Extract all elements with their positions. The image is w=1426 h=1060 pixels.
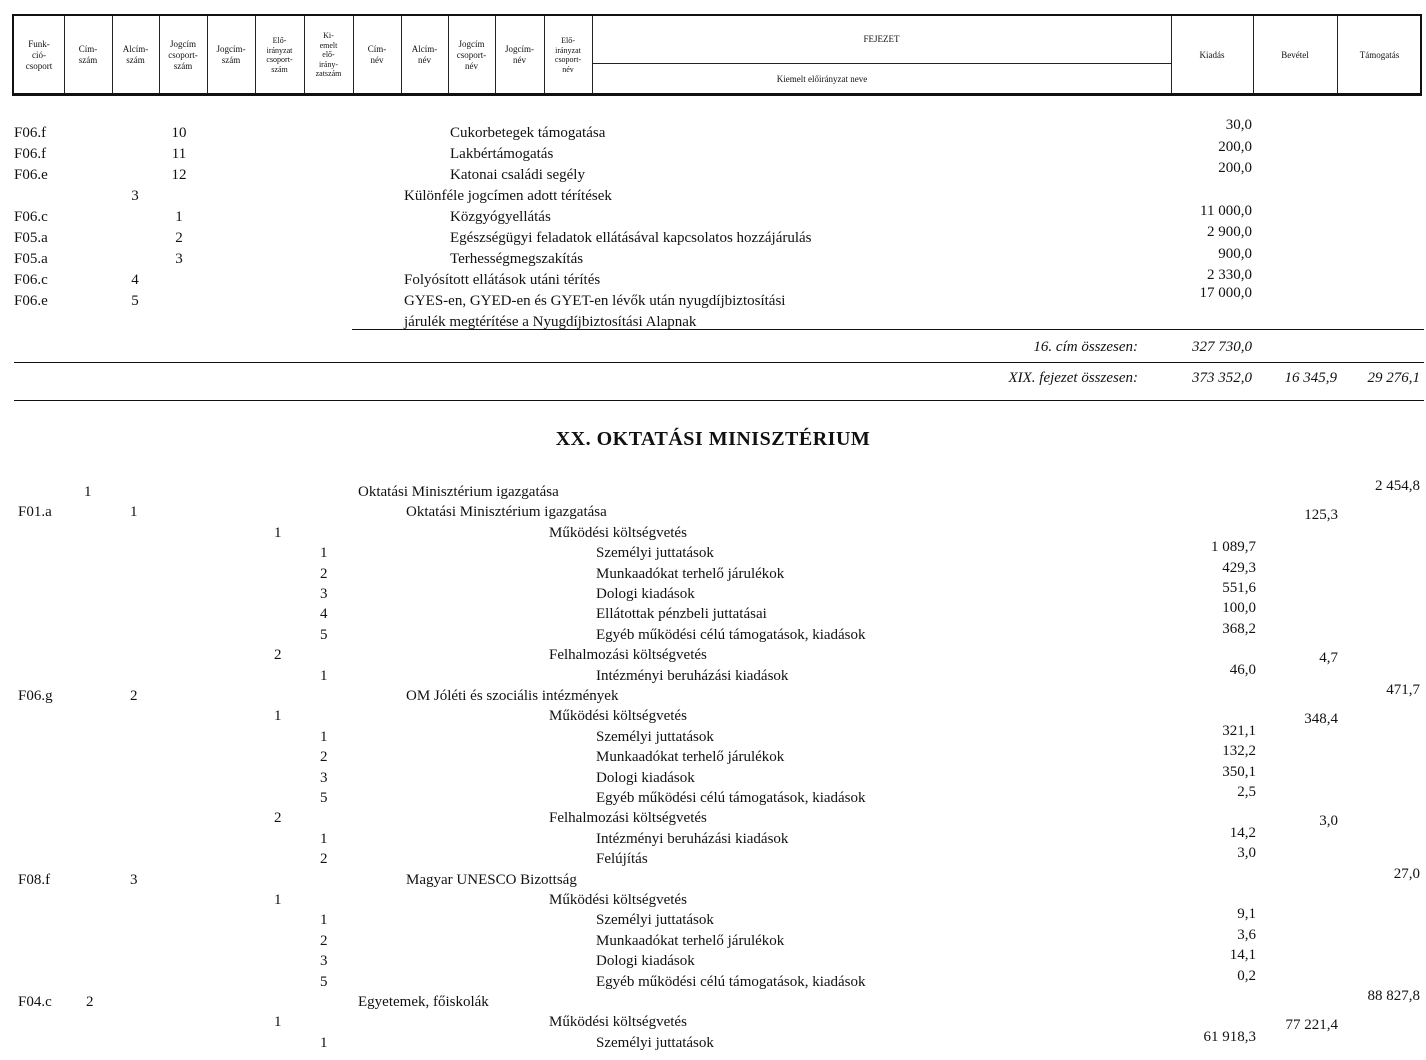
item-name: Folyósított ellátások utáni térítés [404, 272, 601, 288]
item-name: Egyéb működési célú támogatások, kiadások [596, 974, 866, 990]
alcim-number: 2 [130, 688, 138, 704]
header-jogcim-csoport-szam: Jogcím csoport- szám [168, 38, 198, 71]
table-row [0, 743, 1426, 767]
kiemelt-eloiranyzat-number: 5 [320, 790, 328, 806]
cim-total-kiadas: 327 730,0 [1192, 339, 1252, 355]
table-row [0, 539, 1426, 563]
header-alcim-nev: Alcím- név [411, 44, 438, 65]
kiemelt-eloiranyzat-number: 1 [320, 912, 328, 928]
func-code: F06.e [14, 293, 48, 309]
bevetel-value: 4,7 [1319, 650, 1338, 666]
item-name: Oktatási Minisztérium igazgatása [406, 504, 607, 520]
item-name: Munkaadókat terhelő járulékok [596, 566, 785, 582]
tamogatas-value: 88 827,8 [1367, 988, 1420, 1004]
eloiranyzat-csoport-number: 1 [274, 892, 282, 908]
subtotal-rule [352, 329, 1424, 330]
column-header-table [12, 14, 1422, 96]
kiadas-value: 9,1 [1237, 906, 1256, 922]
kiemelt-eloiranyzat-number: 1 [320, 545, 328, 561]
header-jogcim-nev: Jogcím- név [505, 44, 534, 65]
jogcim-csoport-number: 3 [175, 251, 183, 267]
kiemelt-eloiranyzat-number: 2 [320, 749, 328, 765]
item-name: Intézményi beruházási kiadások [596, 668, 789, 684]
header-kiemelt-eloiranyzat-szam: Ki- emelt elő- irány- zatszám [315, 31, 342, 79]
func-code: F06.f [14, 146, 47, 162]
item-name: Felhalmozási költségvetés [549, 647, 707, 663]
kiemelt-eloiranyzat-number: 1 [320, 831, 328, 847]
jogcim-csoport-number: 2 [175, 230, 183, 246]
header-tamogatas: Támogatás [1359, 49, 1400, 60]
cim-number: 2 [86, 994, 94, 1010]
table-row [0, 478, 1426, 502]
header-kiemelt-eloiranyzat-neve: Kiemelt előirányzat neve [776, 73, 868, 84]
item-name: Munkaadókat terhelő járulékok [596, 933, 785, 949]
header-alcim-szam: Alcím- szám [122, 44, 149, 65]
tamogatas-value: 2 454,8 [1375, 478, 1420, 494]
table-row [0, 580, 1426, 604]
item-name: Különféle jogcímen adott térítések [404, 188, 612, 204]
kiadas-value: 2 330,0 [1207, 267, 1252, 283]
alcim-number: 1 [130, 504, 138, 520]
table-row [0, 723, 1426, 747]
func-code: F01.a [18, 504, 52, 520]
kiemelt-eloiranyzat-number: 5 [320, 974, 328, 990]
fejezet-total-label: XIX. fejezet összesen: [1008, 370, 1138, 386]
alcim-number: 3 [130, 872, 138, 888]
item-name: Lakbértámogatás [450, 146, 554, 162]
kiemelt-eloiranyzat-number: 5 [320, 627, 328, 643]
table-row [0, 906, 1426, 930]
item-name: Felújítás [596, 851, 648, 867]
table-row [0, 224, 1426, 248]
kiadas-value: 429,3 [1222, 560, 1256, 576]
func-code: F05.a [14, 251, 48, 267]
table-row [0, 285, 1426, 311]
table-row [0, 825, 1426, 849]
kiadas-value: 900,0 [1218, 246, 1252, 262]
item-name: Cukorbetegek támogatása [450, 125, 606, 141]
jogcim-csoport-number: 12 [171, 167, 187, 183]
item-name: Katonai családi segély [450, 167, 585, 183]
kiadas-value: 2,5 [1237, 784, 1256, 800]
bevetel-value: 3,0 [1319, 813, 1338, 829]
kiemelt-eloiranyzat-number: 3 [320, 953, 328, 969]
fejezet-total-bevetel: 16 345,9 [1284, 370, 1337, 386]
header-eloiranyzat-csoport-szam: Elő- irányzat csoport- szám [266, 36, 293, 74]
table-row [0, 784, 1426, 808]
kiadas-value: 368,2 [1222, 621, 1256, 637]
eloiranyzat-csoport-number: 2 [274, 810, 282, 826]
header-fejezet: FEJEZET [863, 34, 900, 44]
tamogatas-value: 471,7 [1386, 682, 1420, 698]
table-row [0, 927, 1426, 951]
jogcim-csoport-number: 11 [171, 146, 187, 162]
total-rule-top [14, 362, 1424, 363]
table-row [0, 947, 1426, 971]
cim-total-label: 16. cím összesen: [1033, 339, 1138, 355]
kiemelt-eloiranyzat-number: 3 [320, 770, 328, 786]
cim-number: 5 [131, 293, 139, 309]
kiemelt-eloiranyzat-number: 1 [320, 1035, 328, 1051]
table-row [0, 808, 1426, 828]
section-title: XX. OKTATÁSI MINISZTÉRIUM [555, 428, 871, 450]
table-row [0, 502, 1426, 522]
item-name: Magyar UNESCO Bizottság [406, 872, 577, 888]
item-name: Egyéb működési célú támogatások, kiadások [596, 790, 866, 806]
total-rule-bottom [14, 400, 1424, 401]
kiadas-value: 30,0 [1225, 117, 1252, 133]
header-cim-nev: Cím- név [367, 44, 387, 65]
func-code: F06.g [18, 688, 53, 704]
table-row [0, 645, 1426, 665]
cim-number: 3 [131, 188, 139, 204]
table-row [0, 890, 1426, 910]
item-name: Egészségügyi feladatok ellátásával kapcsolatos hozzájárulás [450, 230, 812, 246]
func-code: F04.c [18, 994, 52, 1010]
eloiranyzat-csoport-number: 1 [274, 708, 282, 724]
kiemelt-eloiranyzat-number: 2 [320, 566, 328, 582]
jogcim-csoport-number: 10 [171, 125, 187, 141]
item-name: OM Jóléti és szociális intézmények [406, 688, 619, 704]
kiadas-value: 132,2 [1222, 743, 1256, 759]
table-row [0, 1029, 1426, 1053]
header-kiadas: Kiadás [1199, 49, 1225, 60]
tamogatas-value: 27,0 [1393, 866, 1420, 882]
bevetel-value: 77 221,4 [1285, 1017, 1338, 1033]
func-code: F06.c [14, 209, 48, 225]
table-row [0, 988, 1426, 1012]
item-name: Dologi kiadások [596, 770, 695, 786]
header-funkcio-csoport: Funk- ció- csoport [25, 38, 53, 71]
item-name: járulék megtérítése a Nyugdíjbiztosítási Alapnak [404, 314, 697, 330]
fejezet-total-row [0, 368, 1426, 388]
header-bevetel: Bevétel [1281, 49, 1309, 60]
table-row [0, 139, 1426, 164]
kiemelt-eloiranyzat-number: 2 [320, 933, 328, 949]
header-jogcim-szam: Jogcím- szám [216, 44, 246, 65]
kiadas-value: 14,1 [1229, 947, 1256, 963]
kiadas-value: 200,0 [1218, 139, 1252, 155]
table-row [0, 866, 1426, 890]
kiadas-value: 3,0 [1237, 845, 1256, 861]
table-row [0, 600, 1426, 624]
item-name: Dologi kiadások [596, 586, 695, 602]
kiadas-value: 11 000,0 [1200, 203, 1252, 219]
func-code: F06.c [14, 272, 48, 288]
item-name: Egyéb működési célú támogatások, kiadások [596, 627, 866, 643]
func-code: F08.f [18, 872, 51, 888]
cim-number: 1 [84, 484, 92, 500]
table-row [0, 621, 1426, 645]
cim-total-row [0, 337, 1426, 357]
item-name: Közgyógyellátás [450, 209, 551, 225]
kiadas-value: 100,0 [1222, 600, 1256, 616]
kiadas-value: 551,6 [1222, 580, 1256, 596]
item-name: Ellátottak pénzbeli juttatásai [596, 606, 767, 622]
item-name: Működési költségvetés [549, 525, 687, 541]
header-cim-szam: Cím- szám [78, 44, 98, 65]
kiadas-value: 14,2 [1229, 825, 1256, 841]
func-code: F06.f [14, 125, 47, 141]
item-name: Terhességmegszakítás [450, 251, 584, 267]
kiemelt-eloiranyzat-number: 2 [320, 851, 328, 867]
kiadas-value: 321,1 [1222, 723, 1256, 739]
item-name: Egyetemek, főiskolák [358, 994, 489, 1010]
kiadas-value: 2 900,0 [1207, 224, 1252, 240]
item-name: Felhalmozási költségvetés [549, 810, 707, 826]
eloiranyzat-csoport-number: 1 [274, 525, 282, 541]
kiemelt-eloiranyzat-number: 4 [320, 606, 328, 622]
item-name: Személyi juttatások [596, 545, 714, 561]
kiadas-value: 350,1 [1222, 764, 1256, 780]
kiadas-value: 0,2 [1237, 968, 1256, 984]
kiadas-value: 3,6 [1237, 927, 1256, 943]
item-name: Intézményi beruházási kiadások [596, 831, 789, 847]
header-jogcim-csoport-nev: Jogcím csoport- név [456, 38, 487, 71]
table-row [0, 968, 1426, 992]
jogcim-csoport-number: 1 [175, 209, 183, 225]
kiadas-value: 46,0 [1229, 662, 1256, 678]
kiemelt-eloiranyzat-number: 1 [320, 729, 328, 745]
item-name: GYES-en, GYED-en és GYET-en lévők után nyugdíjbiztosítási [404, 293, 786, 309]
bevetel-value: 348,4 [1304, 711, 1338, 727]
item-name: Működési költségvetés [549, 708, 687, 724]
header-eloiranyzat-csoport-nev: Elő- irányzat csoport- név [554, 36, 582, 74]
kiemelt-eloiranyzat-number: 1 [320, 668, 328, 684]
cim-number: 4 [131, 272, 139, 288]
table-row [0, 706, 1426, 726]
item-name: Működési költségvetés [549, 1014, 687, 1030]
table-row [0, 682, 1426, 706]
item-name: Személyi juttatások [596, 729, 714, 745]
item-name: Személyi juttatások [596, 912, 714, 928]
kiadas-value: 17 000,0 [1199, 285, 1252, 301]
func-code: F05.a [14, 230, 48, 246]
item-name: Személyi juttatások [596, 1035, 714, 1051]
bevetel-value: 125,3 [1304, 507, 1338, 523]
table-row [0, 662, 1426, 686]
eloiranyzat-csoport-number: 2 [274, 647, 282, 663]
table-row [0, 764, 1426, 788]
eloiranyzat-csoport-number: 1 [274, 1014, 282, 1030]
table-row [0, 160, 1426, 185]
kiadas-value: 200,0 [1218, 160, 1252, 176]
item-name: Működési költségvetés [549, 892, 687, 908]
fejezet-total-tamogatas: 29 276,1 [1367, 370, 1420, 386]
kiadas-value: 1 089,7 [1211, 539, 1256, 555]
item-name: Oktatási Minisztérium igazgatása [358, 484, 559, 500]
item-name: Dologi kiadások [596, 953, 695, 969]
func-code: F06.e [14, 167, 48, 183]
fejezet-total-kiadas: 373 352,0 [1192, 370, 1252, 386]
table-row [0, 845, 1426, 869]
kiadas-value: 61 918,3 [1203, 1029, 1256, 1045]
table-row [0, 560, 1426, 584]
table-row [0, 117, 1426, 143]
kiemelt-eloiranyzat-number: 3 [320, 586, 328, 602]
item-name: Munkaadókat terhelő járulékok [596, 749, 785, 765]
